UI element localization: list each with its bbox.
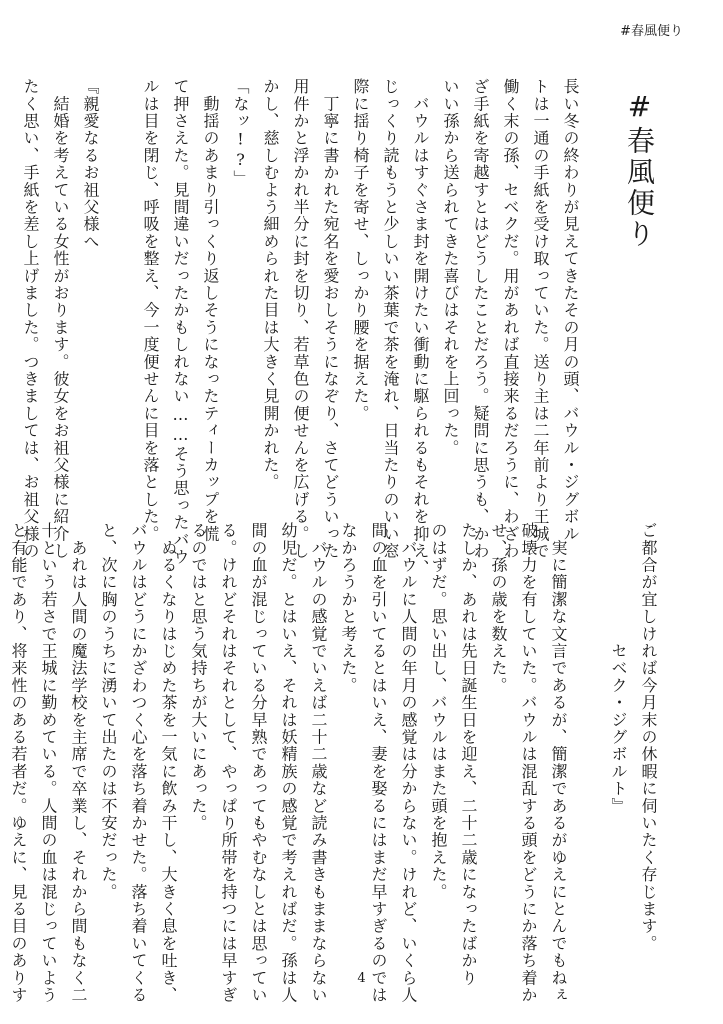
text-column: 結婚を考えている女性がおります。彼女をお祖父様に紹介し — [51, 78, 70, 560]
top-text-block — [15, 78, 675, 577]
text-column: 幼児だ。とはいえ、それは妖精族の感覚で考えればだ。孫は人 — [279, 522, 298, 1004]
text-column: 用件かと浮かれ半分に封を切り、若草色の便せんを広げる。し — [291, 78, 310, 560]
text-column: 間の血が混じっている分早熟であってもやむなしとは思ってい — [249, 522, 268, 1004]
text-column: せ、孫の歳を数えた。 — [489, 522, 508, 694]
text-column: たしか、あれは先日誕生日を迎え、二十二歳になったばかり — [459, 522, 478, 987]
page-number: 4 — [357, 971, 366, 986]
text-column: るのではと思う気持ちが大いにあった。 — [189, 522, 208, 832]
text-column: ぬるくなりはじめた茶を一気に飲み干し、大きく息を吐き、 — [159, 522, 178, 1004]
text-column: なかろうかと考えた。 — [339, 522, 358, 694]
text-column: 破壊力を有していた。バウルは混乱する頭をどうにか落ち着か — [519, 522, 538, 1004]
text-column: バウルに人間の年月の感覚は分からない。けれど、いくら人 — [399, 522, 418, 1004]
text-column: バウルはすぐさま封を開けたい衝動に駆られるもそれを抑え、 — [411, 78, 430, 577]
text-column: かし、慈しむよう細められた目は大きく見開かれた。 — [261, 78, 280, 491]
text-column: セベク・ジグボルト』 — [609, 522, 628, 815]
text-column: いい孫から送られてきた喜びはそれを上回った。 — [441, 78, 460, 457]
text-column: と有能であり、将来性のある若者だ。ゆえに、見る目のありす — [9, 522, 28, 1004]
title-spacer — [585, 78, 603, 503]
text-column: バウルはどうにかざわつく心を落ち着かせた。落ち着いてくる — [129, 522, 148, 1004]
running-header: #春風便り — [620, 24, 683, 39]
text-column: じっくり読もうと少しいい茶葉で茶を淹れ、日当たりのいい窓 — [381, 78, 400, 560]
blank-column — [573, 522, 603, 940]
text-column: ざ手紙を寄越すとはどうしたことだろう。疑問に思うも、かわ — [471, 78, 490, 560]
text-column: 『親愛なるお祖父様へ — [81, 78, 100, 250]
text-column: 実に簡潔な文言であるが、簡潔であるがゆえにとんでもねぇ — [549, 522, 568, 1004]
blank-column — [105, 78, 135, 503]
text-column: バウルの感覚でいえば二十二歳など読み書きもままならない — [309, 522, 328, 1004]
text-column: て押さえた。見間違いだったかもしれない……そう思ったバウ — [171, 78, 190, 566]
text-column: 際に揺り椅子を寄せ、しっかり腰を据えた。 — [351, 78, 370, 422]
chapter-title: #春風便り — [623, 90, 656, 250]
text-column: たく思い、手紙を差し上げました。つきましては、お祖父様の — [21, 78, 40, 560]
text-column: 「なッ!?」 — [231, 78, 250, 188]
text-column: あれは人間の魔法学校を主席で卒業し、それから間もなく二 — [69, 522, 88, 1004]
bottom-text-block — [3, 522, 663, 1004]
text-column: る。けれどそれはそれとして、やっぱり所帯を持つには早すぎ — [219, 522, 238, 1004]
text-column: 長い冬の終わりが見えてきたその月の頭、バウル・ジグボル — [561, 78, 580, 543]
text-column: 動揺のあまり引っくり返しそうになったティーカップを慌 — [201, 78, 220, 543]
text-column: ご都合が宜しければ今月末の休暇に伺いたく存じます。 — [639, 522, 658, 952]
text-column: ルは目を閉じ、呼吸を整え、今一度便せんに目を落とした。 — [141, 78, 160, 543]
text-column: 間の血を引いてるとはいえ、妻を娶るにはまだ早すぎるのでは — [369, 522, 388, 1004]
text-column: と、次に胸のうちに湧いて出たのは不安だった。 — [99, 522, 118, 901]
text-column: 十という若さで王城に勤めている。人間の血は混じっていよう — [39, 522, 58, 1004]
text-column: 働く末の孫、セベクだ。用があれば直接来るだろうに、わざわ — [501, 78, 520, 560]
text-column: のはずだ。思い出し、バウルはまた頭を抱えた。 — [429, 522, 448, 901]
text-column: トは一通の手紙を受け取っていた。送り主は二年前より王城で — [531, 78, 550, 560]
text-column: 丁寧に書かれた宛名を愛おしそうになぞり、さてどういった — [321, 78, 340, 560]
